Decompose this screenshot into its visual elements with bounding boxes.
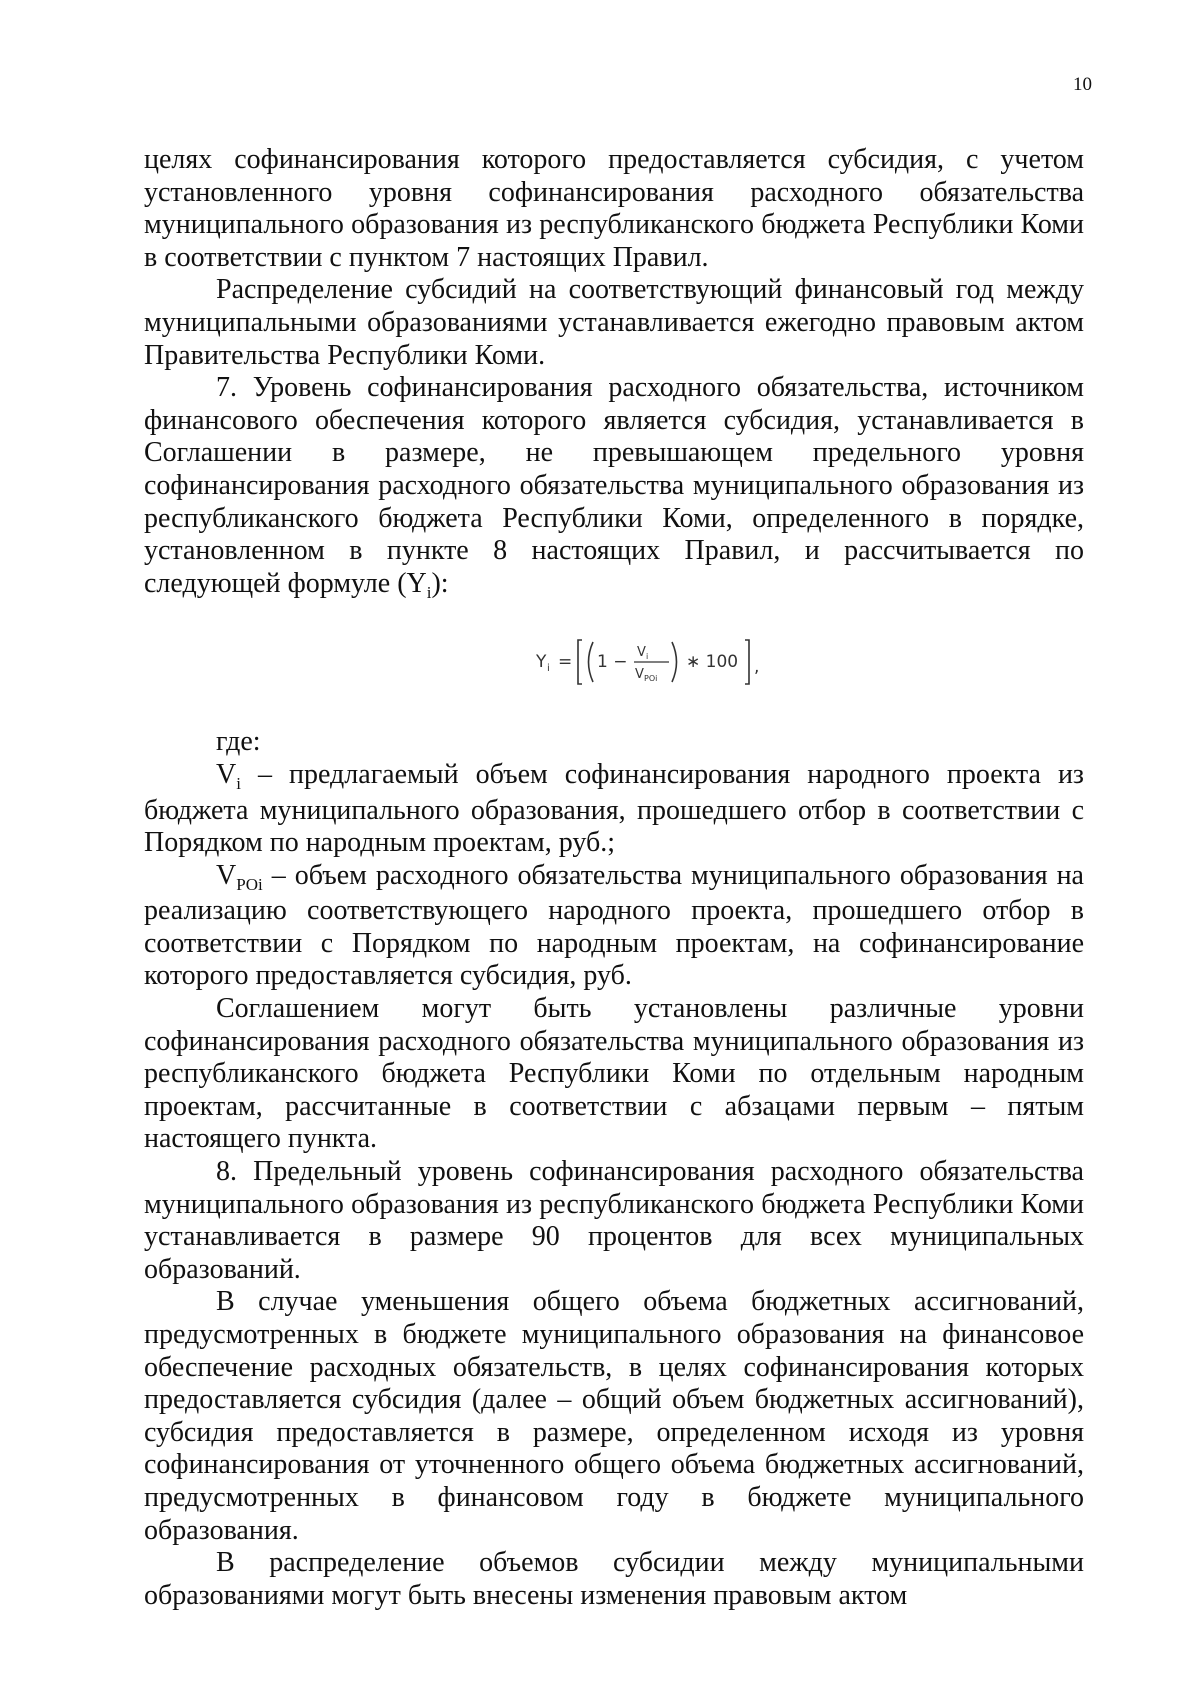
- paragraph-item-7-end: ):: [431, 567, 449, 599]
- formula-lhs: Y: [536, 652, 547, 673]
- formula-trailing-comma: ,: [754, 657, 760, 678]
- paragraph-budget-decrease: В случае уменьшения общего объема бюджетных ассигнований, предусмотренных в бюджете муниципального образования на финансовое обеспечение расходных обязательств, в целях софинансирования которых предоставляется субсидия (далее – общий объем бюджетных ассигнований), субсидия предоставляется в размере, определенном исходя из уровня софинансирования от уточненного общего объема бюджетных ассигнований, предусмотренных в финансовом году в бюджете муниципального образования.: [144, 1286, 1084, 1546]
- formula: [144, 634, 1084, 690]
- paragraph-redistribution: В распределение объемов субсидии между муниципальными образованиями могут быть внесены изменения правовым актом: [144, 1547, 1084, 1611]
- vpoi-definition-text: – объем расходного обязательства муниципального образования на реализацию соответствующего народного проекта, прошедшего отбор в соответствии с Порядком по народным проектам, на софинансирование которого предоставляется субсидия, руб.: [144, 859, 1084, 992]
- formula-equals: =: [558, 652, 573, 673]
- vi-subscript: i: [236, 773, 241, 793]
- definition-vi: [144, 759, 1084, 860]
- paragraph-item-8: 8. Предельный уровень софинансирования расходного обязательства муниципального образования из республиканского бюджета Республики Коми устанавливается в размере 90 процентов для всех муниципальных образований.: [144, 1156, 1084, 1285]
- formula-graphic: [534, 634, 784, 690]
- vpoi-subscript: POi: [236, 874, 263, 894]
- vpoi-symbol: V: [216, 859, 237, 891]
- left-square-bracket: [578, 640, 582, 684]
- paragraph-item-7-text: 7. Уровень софинансирования расходного обязательства, источником финансового обеспечения которого является субсидия, устанавливается в Соглашении в размере, не превышающем предельного уровня софинансирования расходного обязательства муниципального образования из республиканского бюджета Республики Коми, определенного в порядке, установленном в пункте 8 настоящих Правил, и рассчитывается по следующей формуле (Y: [144, 372, 1084, 599]
- paragraph-distribution: Распределение субсидий на соответствующий финансовый год между муниципальными образованиями устанавливается ежегодно правовым актом Правительства Республики Коми.: [144, 274, 1084, 371]
- page-number: 10: [1073, 74, 1092, 95]
- document-body: [144, 144, 1084, 1612]
- formula-lhs-sub: i: [547, 663, 550, 675]
- vi-definition-text: – предлагаемый объем софинансирования народного проекта из бюджета муниципального образования, прошедшего отбор в соответствии с Порядком по народным проектам, руб.;: [144, 758, 1084, 859]
- fraction-denominator: V: [635, 667, 644, 683]
- formula-times-100: ∗ 100: [686, 652, 739, 673]
- fraction-denominator-sub: POi: [644, 674, 658, 684]
- yi-subscript: i: [426, 582, 432, 602]
- formula-one-minus: 1 −: [597, 652, 628, 673]
- fraction-numerator-sub: i: [646, 652, 649, 662]
- definition-vpoi: [144, 860, 1084, 993]
- paragraph-continuation: целях софинансирования которого предоставляется субсидия, с учетом установленного уровня софинансирования расходного обязательства муниципального образования из республиканского бюджета Республики Коми в соответствии с пунктом 7 настоящих Правил.: [144, 144, 1084, 273]
- fraction-numerator: V: [637, 645, 646, 661]
- vi-symbol: V: [216, 758, 237, 790]
- paragraph-agreement-levels: Соглашением могут быть установлены различные уровни софинансирования расходного обязательства муниципального образования из республиканского бюджета Республики Коми по отдельным народным проектам, рассчитанные в соответствии с абзацами первым – пятым настоящего пункта.: [144, 993, 1084, 1155]
- right-paren: [672, 642, 677, 682]
- right-square-bracket: [745, 640, 749, 684]
- where-label: где:: [216, 726, 261, 758]
- paragraph-item-7: [144, 372, 1084, 603]
- left-paren: [589, 642, 594, 682]
